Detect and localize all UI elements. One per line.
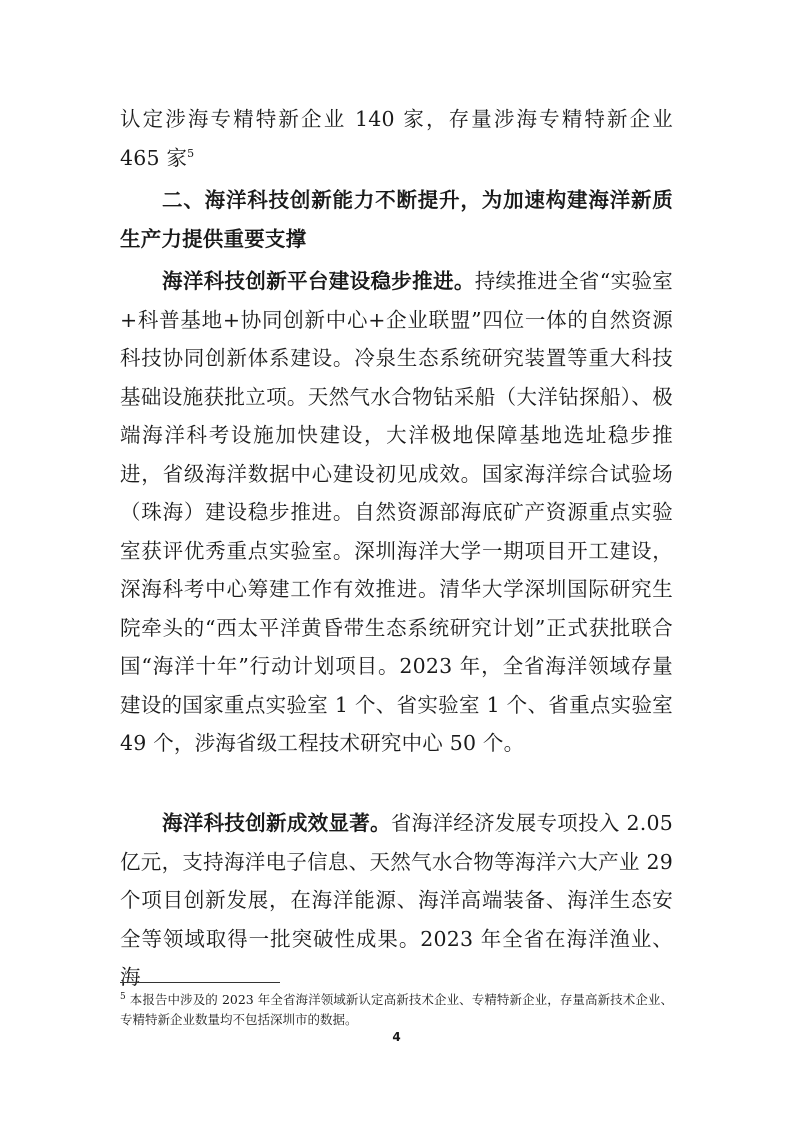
paragraph-platform-construction <box>120 262 673 763</box>
paragraph-lead-title: 海洋科技创新平台建设稳步推进。 <box>162 269 475 293</box>
page-number: 4 <box>392 1030 401 1044</box>
footnote-text: 本报告中涉及的 2023 年全省海洋领域新认定高新技术企业、专精特新企业，存量高新技术企业、专精特新企业数量均不包括深圳市的数据。 <box>120 992 673 1027</box>
footnote <box>120 990 673 1030</box>
paragraph-lead-title: 海洋科技创新成效显著。 <box>162 811 391 835</box>
paragraph-innovation-results <box>120 804 673 997</box>
footnote-divider <box>120 982 280 983</box>
footnote-reference: 5 <box>187 146 195 160</box>
paragraph-body: 持续推进全省“实验室+科普基地+协同创新中心+企业联盟”四位一体的自然资源科技协同创新体系建设。冷泉生态系统研究装置等重大科技基础设施获批立项。天然气水合物钻采船（大洋钻探船）、极端海洋科考设施加快建设，大洋极地保障基地选址稳步推进，省级海洋数据中心建设初见成效。国家海洋综合试验场（珠海）建设稳步推进。自然资源部海底矿产资源重点实验室获评优秀重点实验室。深圳海洋大学一期项目开工建设，深海科考中心筹建工作有效推进。清华大学深圳国际研究生院牵头的“西太平洋黄昏带生态系统研究计划”正式获批联合国“海洋十年”行动计划项目。2023 年，全省海洋领域存量建设的国家重点实验室 1 个、省实验室 1 个、省重点实验室 49 个，涉海省级工程技术研究中心 50 个。 <box>120 269 674 755</box>
footnote-marker: 5 <box>120 991 126 1002</box>
paragraph-body: 省海洋经济发展专项投入 2.05 亿元，支持海洋电子信息、天然气水合物等海洋六大产业 29 个项目创新发展，在海洋能源、海洋高端装备、海洋生态安全等领域取得一批突破性成果。2023 年全省在海洋渔业、海 <box>120 811 673 989</box>
continuation-text: 认定涉海专精特新企业 140 家，存量涉海专精特新企业 465 家 <box>120 107 673 170</box>
continuation-paragraph <box>120 100 673 177</box>
section-heading: 二、海洋科技创新能力不断提升，为加速构建海洋新质生产力提供重要支撑 <box>120 188 673 251</box>
